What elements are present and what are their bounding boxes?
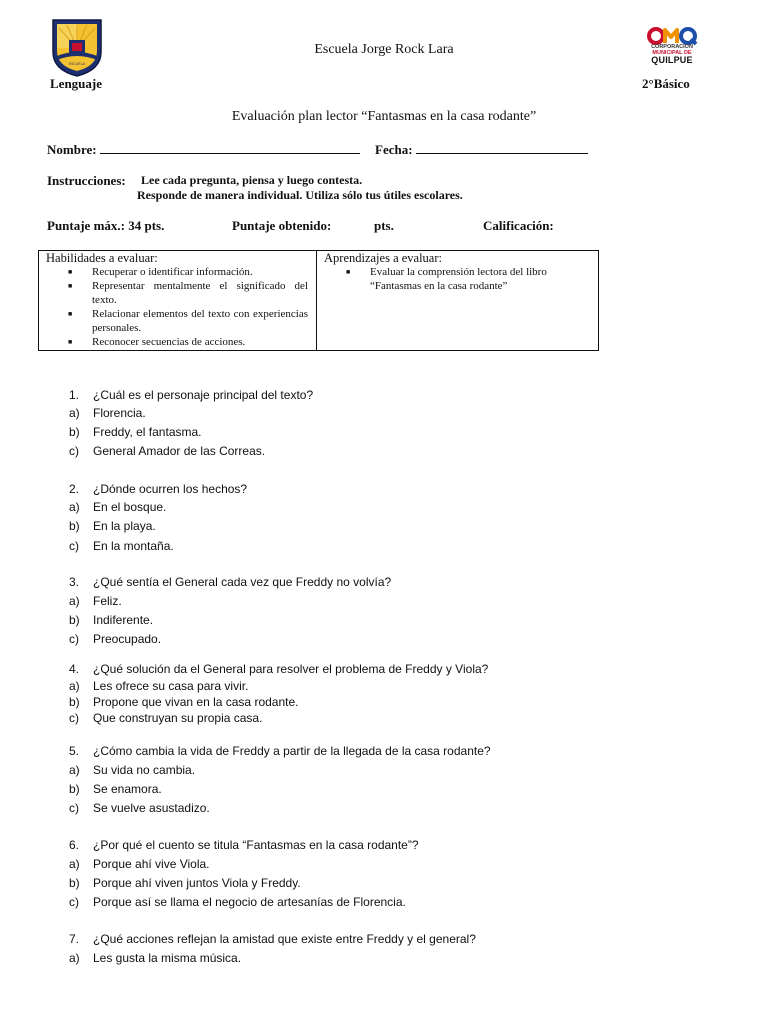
skill-item bbox=[39, 335, 316, 349]
name-label: Nombre: bbox=[47, 142, 97, 157]
question-text: ¿Cómo cambia la vida de Freddy a partir de la llegada de la casa rodante? bbox=[93, 744, 491, 758]
question-text: ¿Dónde ocurren los hechos? bbox=[93, 482, 248, 496]
corporation-line1: CORPORACION bbox=[651, 44, 693, 50]
option-text: Les ofrece su casa para vivir. bbox=[93, 679, 249, 693]
svg-text:ESCUELA: ESCUELA bbox=[68, 62, 86, 66]
learning-column bbox=[317, 251, 598, 350]
instructions-line-1: Lee cada pregunta, piensa y luego contesta. bbox=[141, 173, 363, 187]
question-number: 1. bbox=[69, 388, 80, 402]
option-letter: c) bbox=[69, 711, 79, 725]
subject-label: Lenguaje bbox=[50, 76, 102, 91]
option-letter: a) bbox=[69, 951, 80, 965]
obtained-score-label: Puntaje obtenido: bbox=[232, 218, 332, 233]
skills-list bbox=[39, 265, 316, 349]
skills-heading: Habilidades a evaluar: bbox=[46, 251, 158, 265]
option-letter: b) bbox=[69, 782, 80, 796]
option-text: Les gusta la misma música. bbox=[93, 951, 242, 965]
corporation-line2: MUNICIPAL DE bbox=[652, 49, 692, 56]
skill-text: Recuperar o identificar información. bbox=[92, 266, 253, 278]
option-letter: b) bbox=[69, 695, 80, 709]
corporation-line3: QUILPUE bbox=[651, 55, 693, 65]
grade-label: 2°Básico bbox=[642, 76, 690, 91]
option-text: Propone que vivan en la casa rodante. bbox=[93, 695, 299, 709]
option-text: En la montaña. bbox=[93, 539, 174, 553]
instructions-line-2: Responde de manera individual. Utiliza sólo tus útiles escolares. bbox=[137, 188, 463, 202]
option-text: Se enamora. bbox=[93, 782, 162, 796]
option-text: Indiferente. bbox=[93, 613, 154, 627]
option-text: Porque ahí vive Viola. bbox=[93, 857, 210, 871]
option-text: General Amador de las Correas. bbox=[93, 444, 266, 458]
option-text: Se vuelve asustadizo. bbox=[93, 801, 210, 815]
date-blank-line[interactable] bbox=[416, 143, 588, 154]
question-number: 5. bbox=[69, 744, 80, 758]
square-bullet-icon: ■ bbox=[68, 282, 73, 290]
square-bullet-icon: ■ bbox=[68, 310, 73, 318]
square-bullet-icon: ■ bbox=[68, 338, 73, 346]
skills-column bbox=[39, 251, 317, 350]
option-letter: b) bbox=[69, 425, 80, 439]
skill-item bbox=[39, 307, 316, 335]
learning-heading: Aprendizajes a evaluar: bbox=[324, 251, 442, 265]
option-text: Su vida no cambia. bbox=[93, 763, 196, 777]
option-text: Porque ahí viven juntos Viola y Freddy. bbox=[93, 876, 301, 890]
question-number: 6. bbox=[69, 838, 80, 852]
grade-score-label: Calificación: bbox=[483, 218, 554, 233]
skill-item bbox=[39, 279, 316, 307]
learning-item bbox=[317, 265, 598, 293]
square-bullet-icon: ■ bbox=[68, 268, 73, 276]
option-letter: a) bbox=[69, 857, 80, 871]
option-letter: a) bbox=[69, 679, 80, 693]
evaluation-title: Evaluación plan lector “Fantasmas en la casa rodante” bbox=[231, 109, 537, 124]
option-letter: a) bbox=[69, 763, 80, 777]
learning-text: Evaluar la comprensión lectora del libro “Fantasmas en la casa rodante” bbox=[370, 266, 547, 292]
date-label: Fecha: bbox=[375, 142, 413, 157]
question-number: 4. bbox=[69, 662, 80, 676]
option-text: Preocupado. bbox=[93, 632, 162, 646]
option-letter: c) bbox=[69, 539, 79, 553]
question-text: ¿Por qué el cuento se titula “Fantasmas en la casa rodante”? bbox=[93, 838, 419, 852]
option-letter: b) bbox=[69, 519, 80, 533]
option-text: Porque así se llama el negocio de artesanías de Florencia. bbox=[93, 895, 406, 909]
school-name: Escuela Jorge Rock Lara bbox=[314, 42, 454, 57]
question-text: ¿Cuál es el personaje principal del texto? bbox=[93, 388, 314, 402]
max-score: Puntaje máx.: 34 pts. bbox=[47, 218, 165, 233]
skill-text: Reconocer secuencias de acciones. bbox=[92, 336, 246, 348]
option-letter: c) bbox=[69, 444, 79, 458]
option-text: Freddy, el fantasma. bbox=[93, 425, 202, 439]
skill-text: Representar mentalmente el significado del texto. bbox=[92, 280, 308, 306]
skills-table bbox=[38, 250, 599, 351]
question-text: ¿Qué solución da el General para resolver el problema de Freddy y Viola? bbox=[93, 662, 489, 676]
question-number: 2. bbox=[69, 482, 80, 496]
question-text: ¿Qué sentía el General cada vez que Freddy no volvía? bbox=[93, 575, 392, 589]
option-text: Feliz. bbox=[93, 594, 122, 608]
points-label: pts. bbox=[374, 218, 394, 233]
question-number: 3. bbox=[69, 575, 80, 589]
name-blank-line[interactable] bbox=[100, 143, 360, 154]
skill-text: Relacionar elementos del texto con experiencias personales. bbox=[92, 308, 308, 334]
option-text: En la playa. bbox=[93, 519, 156, 533]
question-number: 7. bbox=[69, 932, 80, 946]
question-text: ¿Qué acciones reflejan la amistad que existe entre Freddy y el general? bbox=[93, 932, 476, 946]
option-letter: a) bbox=[69, 594, 80, 608]
date-field bbox=[375, 142, 588, 158]
option-text: En el bosque. bbox=[93, 500, 167, 514]
name-field bbox=[47, 142, 360, 158]
option-letter: b) bbox=[69, 876, 80, 890]
option-letter: c) bbox=[69, 632, 79, 646]
option-letter: a) bbox=[69, 406, 80, 420]
option-letter: c) bbox=[69, 801, 79, 815]
option-text: Florencia. bbox=[93, 406, 146, 420]
corporation-name bbox=[642, 45, 702, 65]
instructions-label: Instrucciones: bbox=[47, 173, 126, 188]
option-letter: c) bbox=[69, 895, 79, 909]
skill-item bbox=[39, 265, 316, 279]
option-letter: b) bbox=[69, 613, 80, 627]
square-bullet-icon: ■ bbox=[346, 268, 351, 276]
learning-list bbox=[317, 265, 598, 293]
option-letter: a) bbox=[69, 500, 80, 514]
option-text: Que construyan su propia casa. bbox=[93, 711, 263, 725]
